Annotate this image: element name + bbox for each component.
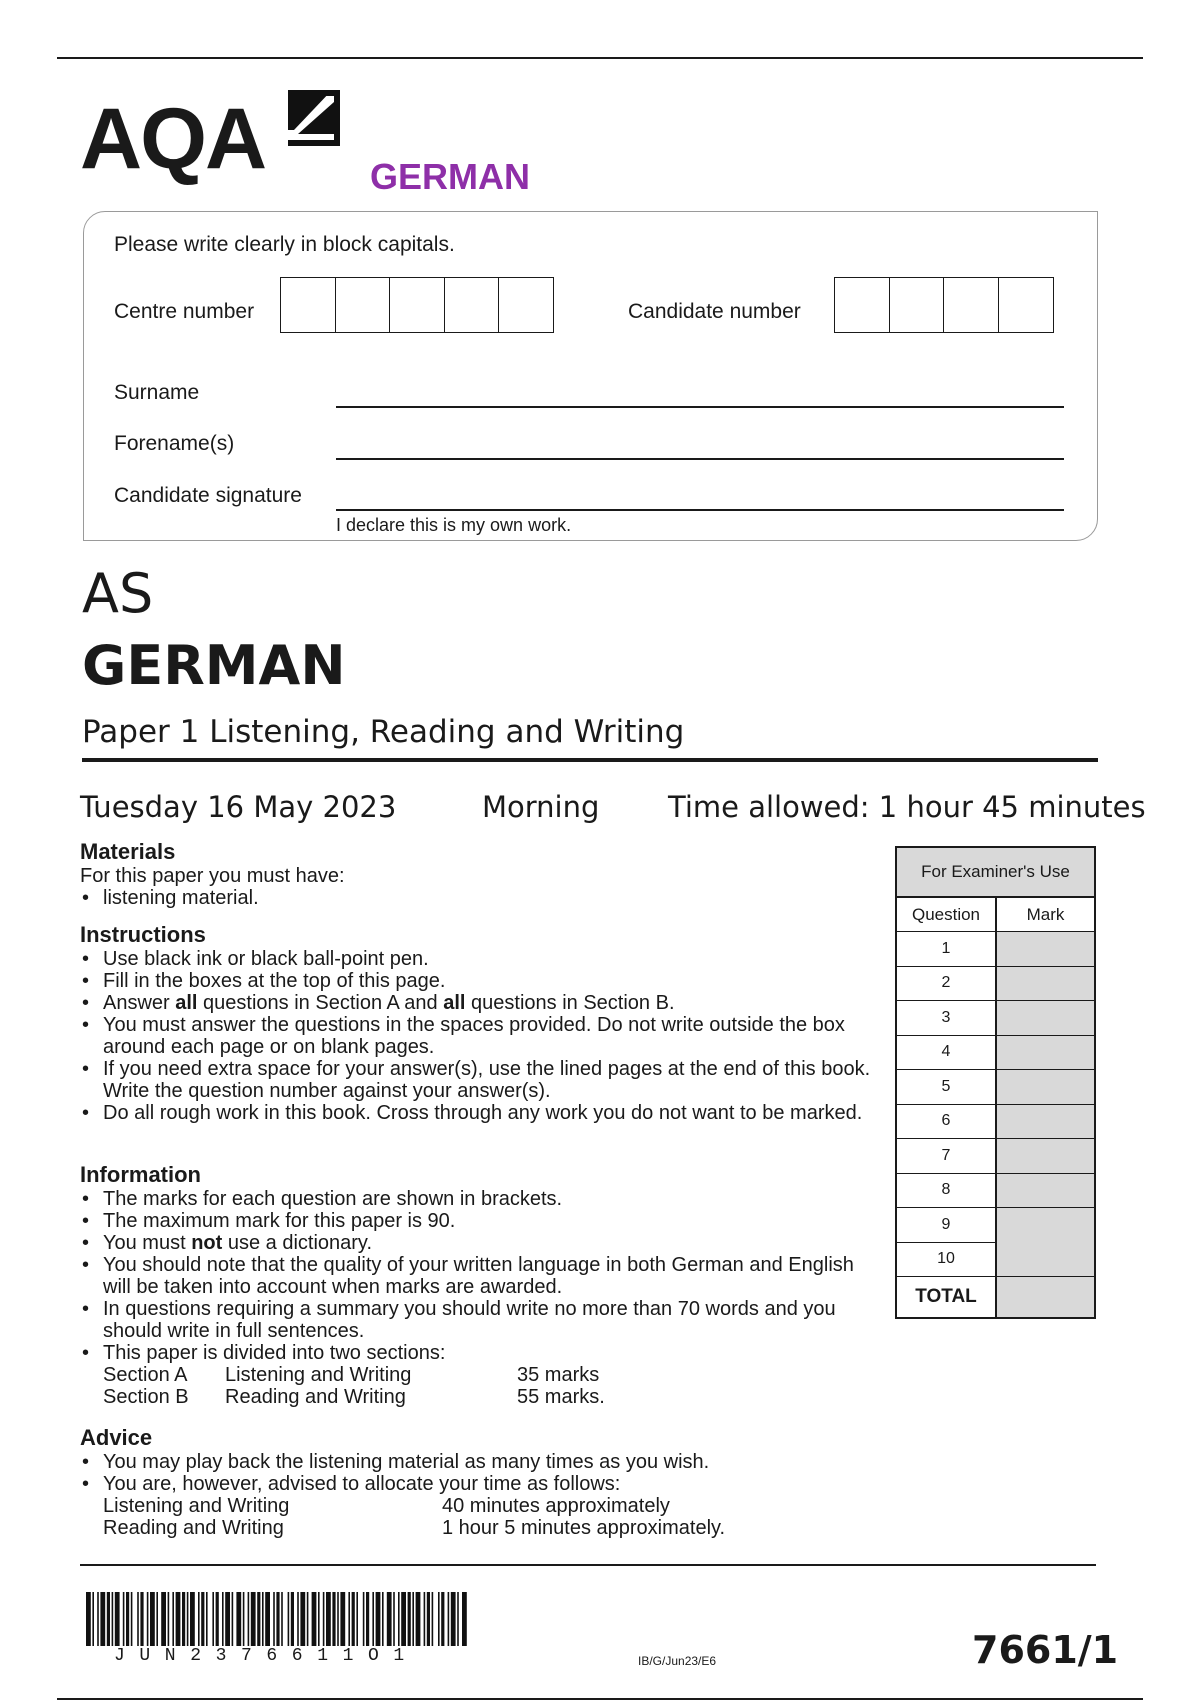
mark-column-header: Mark [997, 898, 1094, 932]
instruction-item: • You must answer the questions in the spaces provided. Do not write outside the box around each page or on blank pages. [80, 1014, 880, 1058]
forenames-label: Forename(s) [114, 432, 235, 455]
examiner-table-row [897, 1139, 1094, 1174]
exam-session: Morning [482, 790, 600, 824]
text-span: You must [103, 1232, 192, 1254]
candidate-digit-box[interactable] [943, 277, 999, 333]
mark-cell [997, 1174, 1094, 1209]
information-section [80, 1162, 880, 1408]
text-span: use a dictionary. [222, 1232, 373, 1254]
instruction-item: • Use black ink or black ball-point pen. [80, 948, 880, 970]
mark-cell [997, 1139, 1094, 1174]
question-number: 2 [897, 967, 997, 1002]
mark-cell [997, 1036, 1094, 1071]
surname-line[interactable] [336, 406, 1064, 408]
allocation-time: 1 hour 5 minutes approximately. [442, 1517, 726, 1539]
examiner-table-row [897, 1243, 1094, 1278]
mark-cell [997, 1070, 1094, 1105]
allocation-part: Listening and Writing [103, 1495, 290, 1517]
centre-digit-box[interactable] [335, 277, 391, 333]
aqa-logo-mark-icon [288, 90, 340, 146]
centre-number-label: Centre number [114, 300, 255, 323]
block-capitals-instruction: Please write clearly in block capitals. [114, 233, 455, 256]
advice-section [80, 1425, 880, 1539]
candidate-digit-box[interactable] [998, 277, 1054, 333]
section-name: Section B [103, 1386, 189, 1408]
question-number: 9 [897, 1208, 997, 1243]
emphasis: all [443, 992, 466, 1014]
emphasis: all [175, 992, 198, 1014]
information-item: • This paper is divided into two sections: [80, 1342, 880, 1364]
instruction-item-answer-all [80, 992, 880, 1014]
examiner-table-caption: For Examiner's Use [897, 848, 1094, 898]
declaration-text: I declare this is my own work. [336, 515, 572, 535]
centre-number-boxes [280, 277, 554, 333]
centre-digit-box[interactable] [498, 277, 554, 333]
subject-label: GERMAN [370, 156, 530, 197]
signature-label: Candidate signature [114, 484, 302, 507]
candidate-digit-box[interactable] [834, 277, 890, 333]
mark-cell [997, 932, 1094, 967]
barcode-icon [86, 1592, 468, 1646]
examiner-table-row [897, 967, 1094, 1002]
question-number: 10 [897, 1243, 997, 1278]
total-mark-cell [997, 1277, 1094, 1317]
section-title: Reading and Writing [225, 1386, 406, 1408]
text-span: Answer [103, 992, 176, 1014]
examiner-table-total-row [897, 1277, 1094, 1317]
advice-bottom-rule [80, 1564, 1096, 1566]
centre-digit-box[interactable] [389, 277, 445, 333]
candidate-number-boxes [834, 277, 1054, 333]
examiner-table-row [897, 1036, 1094, 1071]
barcode-number: JUN2376611O1 [114, 1646, 419, 1666]
question-number: 1 [897, 932, 997, 967]
information-item: • In questions requiring a summary you should write no more than 70 words and you should write in full sentences. [80, 1298, 880, 1342]
information-item: • You should note that the quality of your written language in both German and English will be taken into account when marks are awarded. [80, 1254, 880, 1298]
subject-title: GERMAN [82, 634, 346, 697]
emphasis: not [191, 1232, 223, 1254]
instruction-item: • If you need extra space for your answer(s), use the lined pages at the end of this book. Write the question number against your answer(s). [80, 1058, 880, 1102]
examiner-table-row [897, 1208, 1094, 1243]
centre-digit-box[interactable] [444, 277, 500, 333]
examiner-table-row [897, 1070, 1094, 1105]
question-number: 8 [897, 1174, 997, 1209]
candidate-digit-box[interactable] [889, 277, 945, 333]
materials-item: • listening material. [80, 887, 880, 909]
candidate-number-label: Candidate number [628, 300, 801, 323]
signature-line[interactable] [336, 509, 1064, 511]
question-number: 7 [897, 1139, 997, 1174]
instruction-item: • Do all rough work in this book. Cross through any work you do not want to be marked. [80, 1102, 880, 1124]
information-heading: Information [80, 1162, 201, 1187]
section-row [80, 1364, 880, 1386]
question-number: 3 [897, 1001, 997, 1036]
information-item-dictionary [80, 1232, 880, 1254]
materials-heading: Materials [80, 839, 176, 864]
mark-cell [997, 1105, 1094, 1140]
surname-label: Surname [114, 381, 200, 404]
examiner-table-row [897, 1001, 1094, 1036]
question-number: 4 [897, 1036, 997, 1071]
title-rule [82, 758, 1098, 762]
examiner-table-row [897, 1174, 1094, 1209]
qualification-level: AS [82, 562, 154, 625]
section-marks: 35 marks [517, 1364, 600, 1386]
aqa-logo-text: AQA [80, 91, 266, 187]
advice-heading: Advice [80, 1425, 153, 1450]
forenames-line[interactable] [336, 458, 1064, 460]
mark-cell [997, 1001, 1094, 1036]
materials-intro: For this paper you must have: [80, 865, 345, 887]
materials-section [80, 839, 880, 909]
page-bottom-rule [57, 1698, 1143, 1700]
time-allocation-row [80, 1517, 880, 1539]
information-item: • The maximum mark for this paper is 90. [80, 1210, 880, 1232]
examiner-table-row [897, 932, 1094, 967]
text-span: questions in Section A and [197, 992, 444, 1014]
instructions-section [80, 922, 880, 1124]
centre-digit-box[interactable] [280, 277, 336, 333]
mark-cell [997, 1243, 1094, 1278]
paper-code: 7661/1 [972, 1628, 1119, 1672]
information-item: • The marks for each question are shown in brackets. [80, 1188, 880, 1210]
instructions-heading: Instructions [80, 922, 206, 947]
total-label: TOTAL [897, 1277, 997, 1317]
instruction-item: • Fill in the boxes at the top of this page. [80, 970, 880, 992]
section-row [80, 1386, 880, 1408]
examiner-use-table [895, 846, 1096, 1319]
allocation-part: Reading and Writing [103, 1517, 284, 1539]
allocation-time: 40 minutes approximately [442, 1495, 670, 1517]
paper-reference: IB/G/Jun23/E6 [638, 1654, 717, 1668]
section-title: Listening and Writing [225, 1364, 412, 1386]
advice-item: • You are, however, advised to allocate your time as follows: [80, 1473, 880, 1495]
section-name: Section A [103, 1364, 188, 1386]
question-number: 5 [897, 1070, 997, 1105]
section-marks: 55 marks. [517, 1386, 605, 1408]
mark-cell [997, 967, 1094, 1002]
paper-title: Paper 1 Listening, Reading and Writing [82, 714, 685, 750]
examiner-table-row [897, 1105, 1094, 1140]
advice-item: • You may play back the listening material as many times as you wish. [80, 1451, 880, 1473]
examiner-table-header [897, 898, 1094, 932]
exam-date: Tuesday 16 May 2023 [80, 790, 397, 824]
mark-cell [997, 1208, 1094, 1243]
text-span: questions in Section B. [465, 992, 675, 1014]
question-number: 6 [897, 1105, 997, 1140]
time-allowed: Time allowed: 1 hour 45 minutes [668, 790, 1146, 824]
top-rule [57, 57, 1143, 59]
time-allocation-row [80, 1495, 880, 1517]
question-column-header: Question [897, 898, 997, 932]
